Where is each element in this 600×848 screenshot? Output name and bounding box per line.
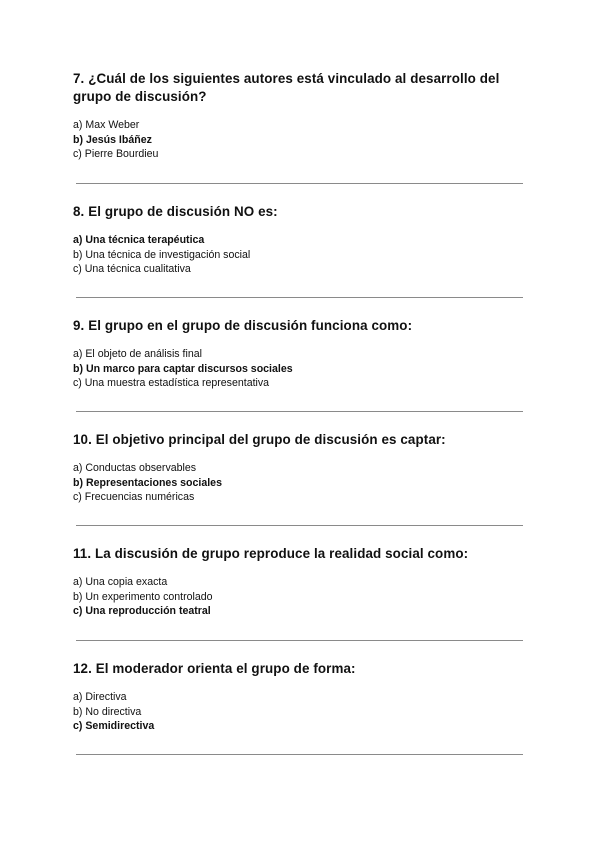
answer-options <box>73 690 525 734</box>
answer-option-b-correct: b) Un marco para captar discursos sociales <box>73 362 293 375</box>
answer-option-c-correct: c) Una reproducción teatral <box>73 605 211 618</box>
section-divider <box>76 183 523 184</box>
question-title: 11. La discusión de grupo reproduce la realidad social como: <box>73 546 469 561</box>
answer-option-b-correct: b) Jesús Ibáñez <box>73 133 152 146</box>
answer-option-a: a) Una copia exacta <box>73 576 168 588</box>
section-divider <box>76 754 523 755</box>
answer-option-a: a) Conductas observables <box>73 462 197 474</box>
answer-option-a: a) El objeto de análisis final <box>73 348 202 360</box>
question-title: 10. El objetivo principal del grupo de discusión es captar: <box>73 432 446 447</box>
question-11 <box>73 545 525 619</box>
answer-option-b: b) No directiva <box>73 705 142 718</box>
question-7 <box>73 70 525 162</box>
section-divider <box>76 297 523 298</box>
question-title: 7. ¿Cuál de los siguientes autores está vinculado al desarrollo del grupo de discusión? <box>73 71 500 104</box>
answer-option-a: a) Directiva <box>73 691 127 703</box>
question-title: 12. El moderador orienta el grupo de forma: <box>73 661 356 676</box>
question-title: 9. El grupo en el grupo de discusión funciona como: <box>73 318 413 333</box>
answer-options <box>73 118 525 162</box>
answer-option-c-correct: c) Semidirectiva <box>73 720 155 733</box>
answer-option-c: c) Una técnica cualitativa <box>73 263 191 276</box>
answer-option-a-correct: a) Una técnica terapéutica <box>73 234 205 246</box>
question-12 <box>73 660 525 734</box>
section-divider <box>76 640 523 641</box>
answer-options <box>73 233 525 277</box>
section-divider <box>76 525 523 526</box>
answer-option-b: b) Una técnica de investigación social <box>73 248 251 261</box>
answer-option-c: c) Una muestra estadística representativa <box>73 377 270 390</box>
answer-option-b: b) Un experimento controlado <box>73 590 213 603</box>
answer-options <box>73 347 525 391</box>
answer-options <box>73 461 525 505</box>
question-title: 8. El grupo de discusión NO es: <box>73 204 278 219</box>
answer-option-a: a) Max Weber <box>73 119 140 131</box>
question-8 <box>73 203 525 277</box>
answer-option-b-correct: b) Representaciones sociales <box>73 476 222 489</box>
section-divider <box>76 411 523 412</box>
question-9 <box>73 317 525 391</box>
question-10 <box>73 431 525 505</box>
answer-options <box>73 575 525 619</box>
answer-option-c: c) Pierre Bourdieu <box>73 148 159 161</box>
answer-option-c: c) Frecuencias numéricas <box>73 491 195 504</box>
